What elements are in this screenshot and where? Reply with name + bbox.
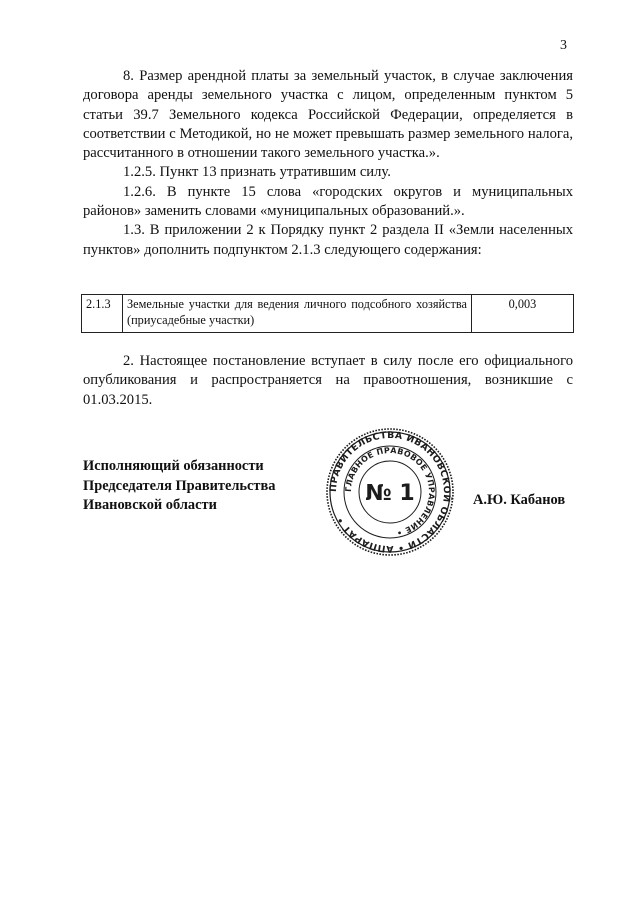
- document-body: [83, 67, 573, 260]
- table-row: [82, 295, 574, 333]
- signatory-title: [83, 457, 275, 516]
- seal-outer-text: ПРАВИТЕЛЬСТВА ИВАНОВСКОЙ ОБЛАСТИ • АППАРАТ •: [327, 429, 453, 555]
- paragraph-item-8: 8. Размер арендной платы за земельный участок, в случае заключения договора аренды земельного участка с лицом, определенным пунктом 5 статьи 39.7 Земельного кодекса Российской Федерации, определяется в соответствии с Методикой, но не может превышать размер земельного налога, рассчитанного в отношении такого земельного участка.».: [83, 68, 573, 162]
- amendment-table: [81, 294, 574, 333]
- table-cell-code: 2.1.3: [82, 295, 123, 333]
- paragraph-1-2-5: 1.2.5. Пункт 13 признать утратившим силу.: [123, 164, 391, 181]
- paragraph-1-2-6: 1.2.6. В пункте 15 слова «городских округов и муниципальных районов» заменить словами «муниципальных образований.».: [83, 183, 573, 220]
- page-number: 3: [560, 38, 567, 53]
- paragraph-effective-date: 2. Настоящее постановление вступает в силу после его официального опубликования и распространяется на правоотношения, возникшие с 01.03.2015.: [83, 353, 573, 408]
- seal-inner-text: ГЛАВНОЕ ПРАВОВОЕ УПРАВЛЕНИЕ •: [343, 445, 437, 538]
- seal-number: № 1: [365, 481, 415, 506]
- signatory-title-line: Ивановской области: [83, 497, 217, 513]
- table-cell-description: Земельные участки для ведения личного подсобного хозяйства (приусадебные участки): [123, 295, 472, 333]
- paragraph-1-3: 1.3. В приложении 2 к Порядку пункт 2 раздела II «Земли населенных пунктов» дополнить подпунктом 2.1.3 следующего содержания:: [83, 222, 573, 258]
- signatory-title-line: Председателя Правительства: [83, 477, 276, 494]
- closing-section: [83, 352, 573, 410]
- official-seal-stamp: [325, 427, 455, 557]
- signatory-name: А.Ю. Кабанов: [473, 492, 566, 508]
- signatory-title-line: Исполняющий обязанности: [83, 458, 264, 474]
- table-cell-value: 0,003: [472, 295, 574, 333]
